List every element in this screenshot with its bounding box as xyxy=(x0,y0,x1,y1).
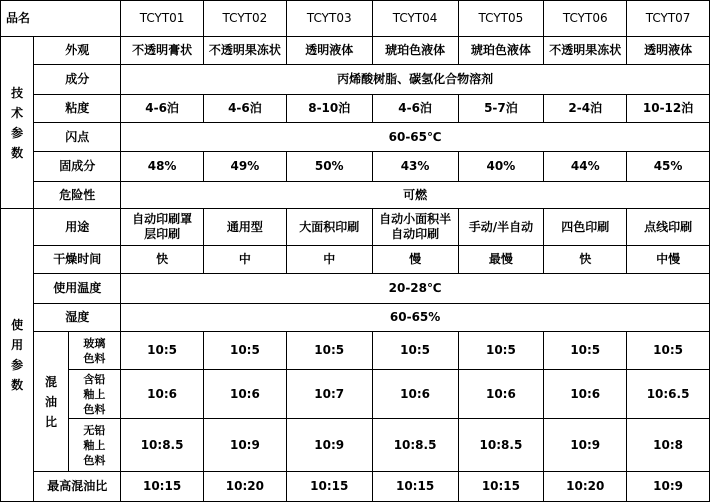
mixing-cell: 10:6 xyxy=(458,370,544,419)
appearance-cell: 琥珀色液体 xyxy=(458,37,544,65)
product-header: TCYT01 xyxy=(121,1,204,37)
max-ratio-cell: 10:15 xyxy=(458,472,544,502)
mixing-type-label: 玻璃色料 xyxy=(68,332,121,370)
drying-row xyxy=(1,246,710,274)
max-ratio-label: 最高混油比 xyxy=(34,472,121,502)
mixing-cell: 10:5 xyxy=(204,332,287,370)
purpose-cell: 自动印刷罩层印刷 xyxy=(121,209,204,246)
drying-cell: 快 xyxy=(544,246,627,274)
hazard-value: 可燃 xyxy=(121,182,710,209)
temperature-row xyxy=(1,274,710,304)
purpose-cell: 自动小面积半自动印刷 xyxy=(372,209,458,246)
mixing-row xyxy=(1,332,710,370)
viscosity-label: 粘度 xyxy=(34,95,121,123)
usage-params-label: 使用参数 xyxy=(11,318,24,392)
mixing-cell: 10:8.5 xyxy=(458,419,544,472)
max-ratio-cell: 10:15 xyxy=(121,472,204,502)
mixing-row xyxy=(1,419,710,472)
mixing-cell: 10:5 xyxy=(458,332,544,370)
mixing-cell: 10:6 xyxy=(121,370,204,419)
appearance-cell: 透明液体 xyxy=(286,37,372,65)
composition-row xyxy=(1,65,710,95)
drying-cell: 中 xyxy=(286,246,372,274)
appearance-cell: 不透明果冻状 xyxy=(204,37,287,65)
product-name-label: 品名 xyxy=(1,1,121,37)
purpose-cell: 四色印刷 xyxy=(544,209,627,246)
tech-params-group-label xyxy=(1,37,34,209)
drying-cell: 最慢 xyxy=(458,246,544,274)
header-row xyxy=(1,1,710,37)
mixing-cell: 10:6 xyxy=(204,370,287,419)
viscosity-cell: 8-10泊 xyxy=(286,95,372,123)
humidity-row xyxy=(1,304,710,332)
solids-cell: 45% xyxy=(627,152,710,182)
solids-cell: 49% xyxy=(204,152,287,182)
viscosity-cell: 10-12泊 xyxy=(627,95,710,123)
solids-row xyxy=(1,152,710,182)
solids-cell: 43% xyxy=(372,152,458,182)
drying-cell: 中 xyxy=(204,246,287,274)
appearance-label: 外观 xyxy=(34,37,121,65)
mixing-cell: 10:6 xyxy=(372,370,458,419)
solids-cell: 50% xyxy=(286,152,372,182)
humidity-value: 60-65% xyxy=(121,304,710,332)
appearance-cell: 琥珀色液体 xyxy=(372,37,458,65)
viscosity-cell: 5-7泊 xyxy=(458,95,544,123)
mixing-row xyxy=(1,370,710,419)
mixing-cell: 10:6.5 xyxy=(627,370,710,419)
max-ratio-cell: 10:20 xyxy=(544,472,627,502)
viscosity-cell: 4-6泊 xyxy=(204,95,287,123)
max-ratio-cell: 10:20 xyxy=(204,472,287,502)
viscosity-row xyxy=(1,95,710,123)
mixing-label: 混油比 xyxy=(44,374,57,429)
purpose-cell: 通用型 xyxy=(204,209,287,246)
appearance-cell: 透明液体 xyxy=(627,37,710,65)
viscosity-cell: 2-4泊 xyxy=(544,95,627,123)
temperature-label: 使用温度 xyxy=(34,274,121,304)
composition-label: 成分 xyxy=(34,65,121,95)
appearance-cell: 不透明膏状 xyxy=(121,37,204,65)
drying-cell: 快 xyxy=(121,246,204,274)
max-ratio-cell: 10:15 xyxy=(372,472,458,502)
product-header: TCYT02 xyxy=(204,1,287,37)
flash-point-label: 闪点 xyxy=(34,123,121,152)
drying-label: 干燥时间 xyxy=(34,246,121,274)
solids-cell: 40% xyxy=(458,152,544,182)
mixing-type-label: 含铅釉上色料 xyxy=(68,370,121,419)
product-header: TCYT07 xyxy=(627,1,710,37)
flash-point-row xyxy=(1,123,710,152)
purpose-cell: 手动/半自动 xyxy=(458,209,544,246)
mixing-cell: 10:5 xyxy=(627,332,710,370)
usage-params-group-label xyxy=(1,209,34,502)
product-header: TCYT05 xyxy=(458,1,544,37)
mixing-cell: 10:5 xyxy=(544,332,627,370)
max-ratio-cell: 10:15 xyxy=(286,472,372,502)
solids-cell: 48% xyxy=(121,152,204,182)
drying-cell: 慢 xyxy=(372,246,458,274)
mixing-cell: 10:6 xyxy=(544,370,627,419)
purpose-cell: 点线印刷 xyxy=(627,209,710,246)
mixing-cell: 10:8 xyxy=(627,419,710,472)
viscosity-cell: 4-6泊 xyxy=(121,95,204,123)
composition-value: 丙烯酸树脂、碳氢化合物溶剂 xyxy=(121,65,710,95)
mixing-type-label: 无铅釉上色料 xyxy=(68,419,121,472)
hazard-row xyxy=(1,182,710,209)
mixing-cell: 10:5 xyxy=(121,332,204,370)
max-ratio-cell: 10:9 xyxy=(627,472,710,502)
purpose-row xyxy=(1,209,710,246)
mixing-cell: 10:7 xyxy=(286,370,372,419)
mixing-cell: 10:9 xyxy=(544,419,627,472)
mixing-cell: 10:8.5 xyxy=(372,419,458,472)
mixing-group-label xyxy=(34,332,68,472)
mixing-cell: 10:5 xyxy=(286,332,372,370)
viscosity-cell: 4-6泊 xyxy=(372,95,458,123)
appearance-cell: 不透明果冻状 xyxy=(544,37,627,65)
mixing-cell: 10:5 xyxy=(372,332,458,370)
hazard-label: 危险性 xyxy=(34,182,121,209)
product-header: TCYT06 xyxy=(544,1,627,37)
product-header: TCYT03 xyxy=(286,1,372,37)
solids-cell: 44% xyxy=(544,152,627,182)
tech-params-label: 技术参数 xyxy=(11,85,24,160)
drying-cell: 中慢 xyxy=(627,246,710,274)
purpose-cell: 大面积印刷 xyxy=(286,209,372,246)
mixing-cell: 10:9 xyxy=(286,419,372,472)
purpose-label: 用途 xyxy=(34,209,121,246)
product-header: TCYT04 xyxy=(372,1,458,37)
mixing-cell: 10:8.5 xyxy=(121,419,204,472)
humidity-label: 湿度 xyxy=(34,304,121,332)
max-ratio-row xyxy=(1,472,710,502)
appearance-row xyxy=(1,37,710,65)
mixing-cell: 10:9 xyxy=(204,419,287,472)
flash-point-value: 60-65℃ xyxy=(121,123,710,152)
temperature-value: 20-28℃ xyxy=(121,274,710,304)
solids-label: 固成分 xyxy=(34,152,121,182)
